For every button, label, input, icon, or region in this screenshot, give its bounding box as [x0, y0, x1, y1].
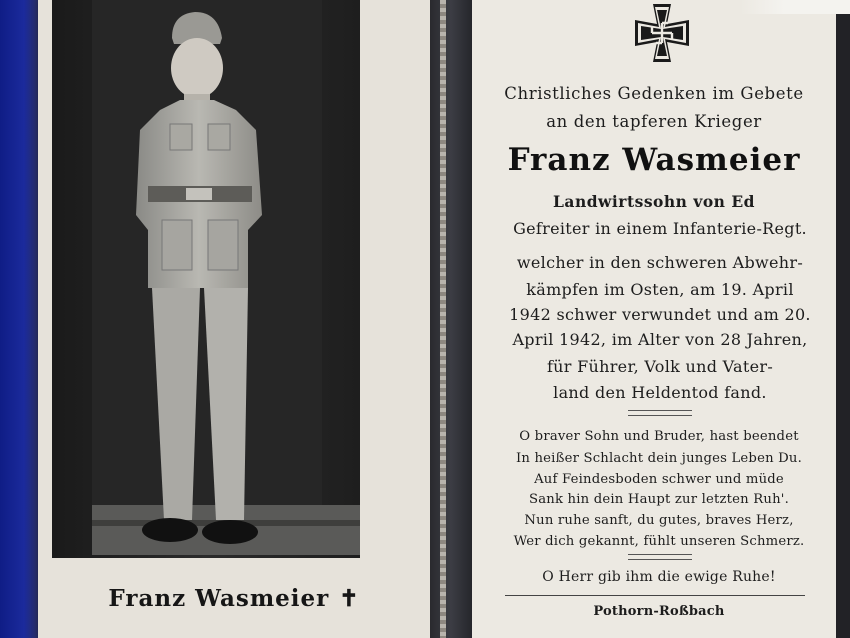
body-line: land den Heldentod fand.	[553, 383, 767, 402]
binding-thread	[440, 0, 446, 638]
caption-name: Franz Wasmeier	[108, 585, 330, 612]
prayer-line: O Herr gib ihm die ewige Ruhe!	[542, 569, 776, 585]
body-line: welcher in den schweren Abwehr-	[516, 253, 804, 272]
background-blue-edge	[0, 0, 40, 638]
body-line: kämpfen im Osten, am 19. April	[526, 280, 794, 299]
section-divider	[628, 410, 692, 416]
body-line: 1942 schwer verwundet und am 20.	[509, 305, 811, 324]
background-right-edge	[836, 0, 850, 638]
body-line: April 1942, im Alter von 28 Jahren,	[512, 330, 808, 349]
card-gap	[430, 0, 472, 638]
verse-line: Auf Feindesboden schwer und müde	[534, 472, 784, 487]
verse-line: In heißer Schlacht dein junges Leben Du.	[515, 451, 803, 466]
latin-cross-icon: ✝	[339, 585, 360, 612]
verse-line: O braver Sohn und Bruder, hast beendet	[519, 429, 799, 444]
paper-glare	[740, 0, 850, 14]
body-line: für Führer, Volk und Vater-	[546, 357, 774, 376]
verse-line: Wer dich gekannt, fühlt unseren Schmerz.	[513, 534, 805, 549]
soldier-portrait-photo	[52, 0, 360, 558]
portrait-caption	[38, 585, 430, 612]
deceased-name: Franz Wasmeier	[507, 142, 801, 178]
section-divider	[628, 554, 692, 560]
iron-cross-icon	[631, 2, 693, 64]
printer-imprint: Pothorn-Roßbach	[593, 604, 725, 619]
printer-rule	[505, 595, 805, 596]
verse-line: Sank hin dein Haupt zur letzten Ruh'.	[528, 492, 790, 507]
intro-line-2: an den tapferen Krieger	[546, 112, 762, 131]
intro-line-1: Christliches Gedenken im Gebete	[504, 84, 804, 103]
body-line: Gefreiter in einem Infanterie-Regt.	[513, 219, 807, 238]
subtitle: Landwirtssohn von Ed	[553, 192, 755, 211]
verse-line: Nun ruhe sanft, du gutes, braves Herz,	[524, 513, 794, 528]
